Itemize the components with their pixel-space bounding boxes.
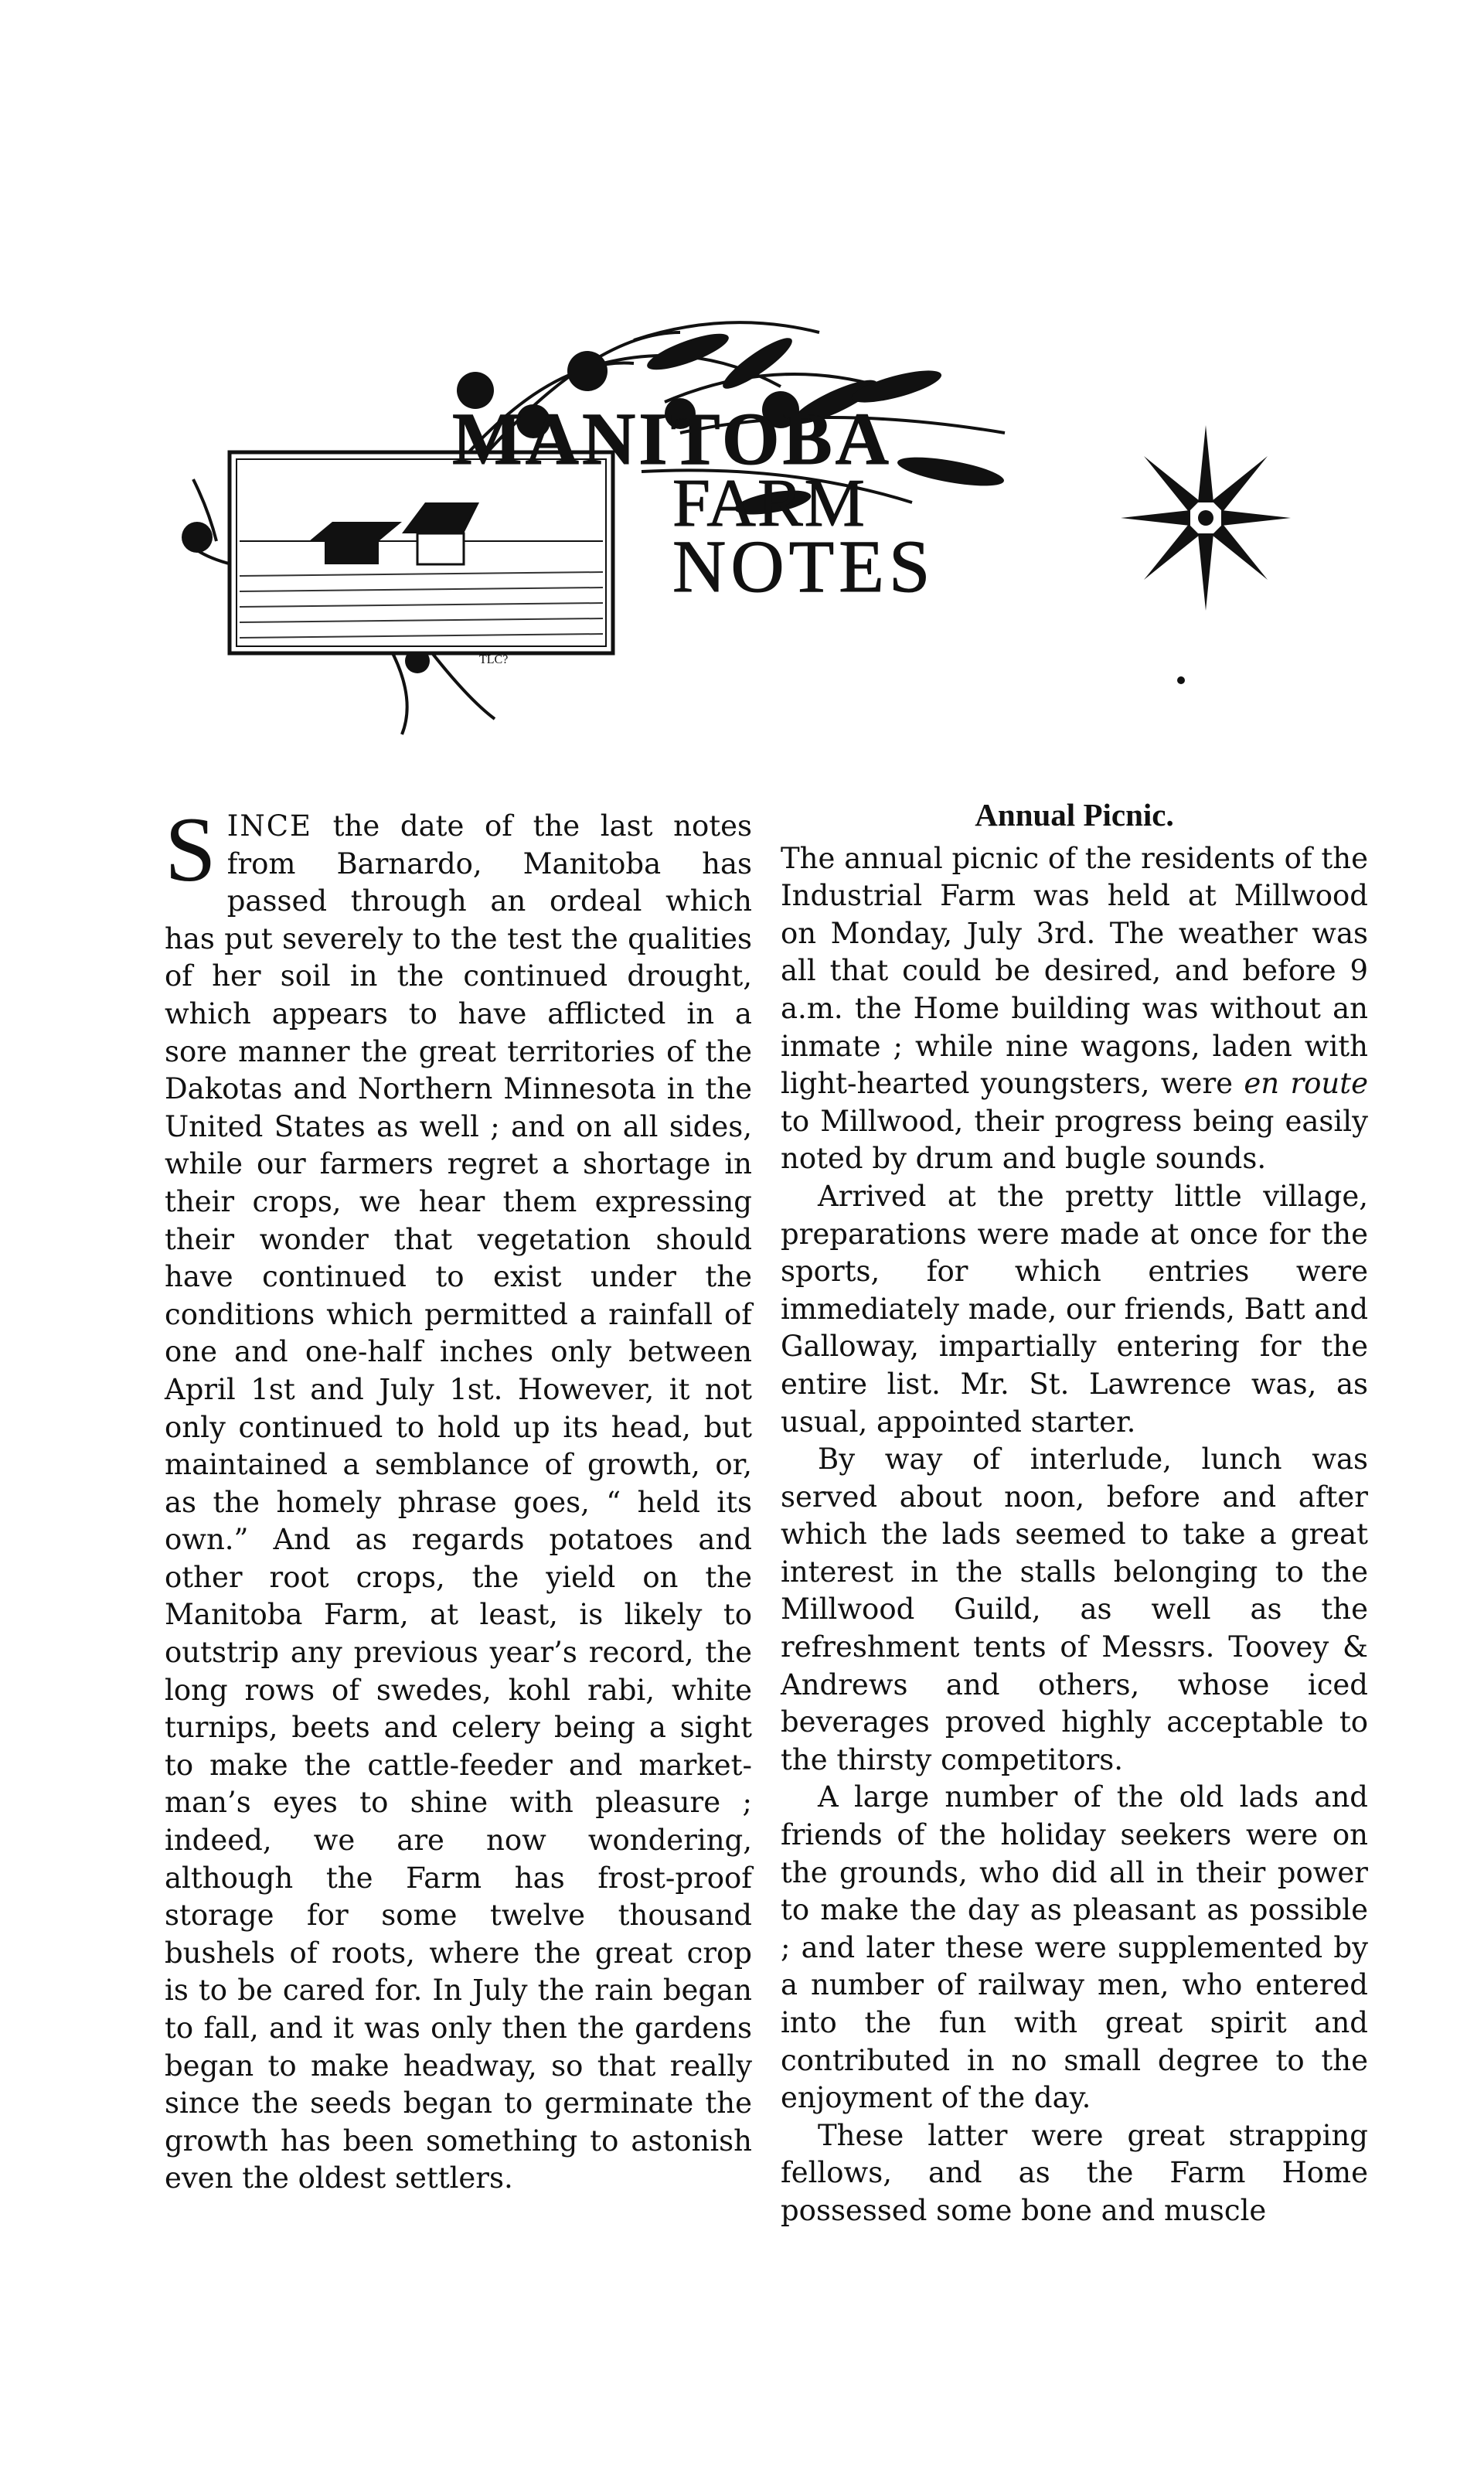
engraver-mark: TLC? xyxy=(479,653,509,666)
paragraph-4: A large number of the old lads and friends of the holiday seekers were on the grounds, who did all in their power to make the day as pleasant as possible ; and later these were supplemented by a number of railway men, who entered into the fun with great spirit and contributed in no small degree to the enjoyment of the day. xyxy=(781,1780,1368,2115)
star-ornament-icon xyxy=(1121,425,1291,611)
masthead-illustration xyxy=(0,0,1484,742)
paragraph-5: These latter were great strapping fellows, and as the Farm Home possessed some bone and muscle xyxy=(781,2118,1368,2227)
title-line-2: FARM xyxy=(672,466,866,541)
paragraph-1 xyxy=(781,840,1368,1178)
paragraph-2: Arrived at the pretty little village, preparations were made at once for the sports, for which entries were immediately made, our friends, Batt and Galloway, impartially entering for the entire list. Mr. St. Lawrence was, as usual, appointed starter. xyxy=(781,1179,1368,1439)
farm-landscape-vignette xyxy=(230,452,613,653)
opening-paragraph xyxy=(165,798,752,2198)
ornament-dot xyxy=(1177,676,1185,684)
section-heading: Annual Picnic. xyxy=(975,797,1174,833)
masthead xyxy=(0,0,1484,742)
dropcap-letter: S xyxy=(165,798,216,901)
paragraph-1-text-a: The annual picnic of the residents of the Industrial Farm was held at Millwood on Monday, July 3rd. The weather was all that could be desired, and before 9 a.m. the Home building was without an inmate ; while nine wagons, laden with light-hearted youngsters, were xyxy=(781,841,1368,1101)
paragraph-1-text-b: to Millwood, their progress being easily noted by drum and bugle sounds. xyxy=(781,1104,1368,1176)
paragraph-3: By way of interlude, lunch was served about noon, before and after which the lads seemed to take a great interest in the stalls belonging to the Millwood Guild, as well as the refreshment tents of Messrs. Toovey & Andrews and others, whose iced beverages proved highly acceptable to the thirsty competitors. xyxy=(781,1442,1368,1776)
opening-paragraph-text: the date of the last notes from Barnardo, Manitoba has passed through an ordeal which has put severely to the test the qualities of her soil in the continued drought, which appears to have afflicted in a sore manner the great territories of the Dakotas and Northern Minnesota in the United States as well ; and on all sides, while our farmers regret a shortage in their crops, we hear them expressing their wonder that vegetation should have continued to exist under the conditions which permitted a rainfall of one and one-half inches only between April 1st and July 1st. However, it not only continued to hold up its head, but maintained a semblance of growth, or, as the homely phrase goes, “ held its own.” And as regards potatoes and other root crops, the yield on the Manitoba Farm, at least, is likely to outstrip any previous year’s record, the long rows of swedes, kohl rabi, white turnips, beets and celery being a sight to make the cattle-feeder and market-man’s eyes to shine with pleasure ; indeed, we are now wondering, although the Farm has frost-proof storage for some twelve thousand bushels of roots, where the great crop is to be cared for. In July the rain began to fall, and it was only then the gardens began to make headway, so that really since the seeds began to germinate the growth has been something to astonish even the oldest settlers. xyxy=(165,809,752,2195)
lead-word: INCE xyxy=(226,809,313,843)
right-column xyxy=(781,796,1368,2230)
title-line-1: MANITOBA xyxy=(452,397,892,480)
left-column xyxy=(165,798,752,2198)
paragraph-1-italic: en route xyxy=(1244,1067,1369,1101)
title-line-3: NOTES xyxy=(672,525,935,608)
